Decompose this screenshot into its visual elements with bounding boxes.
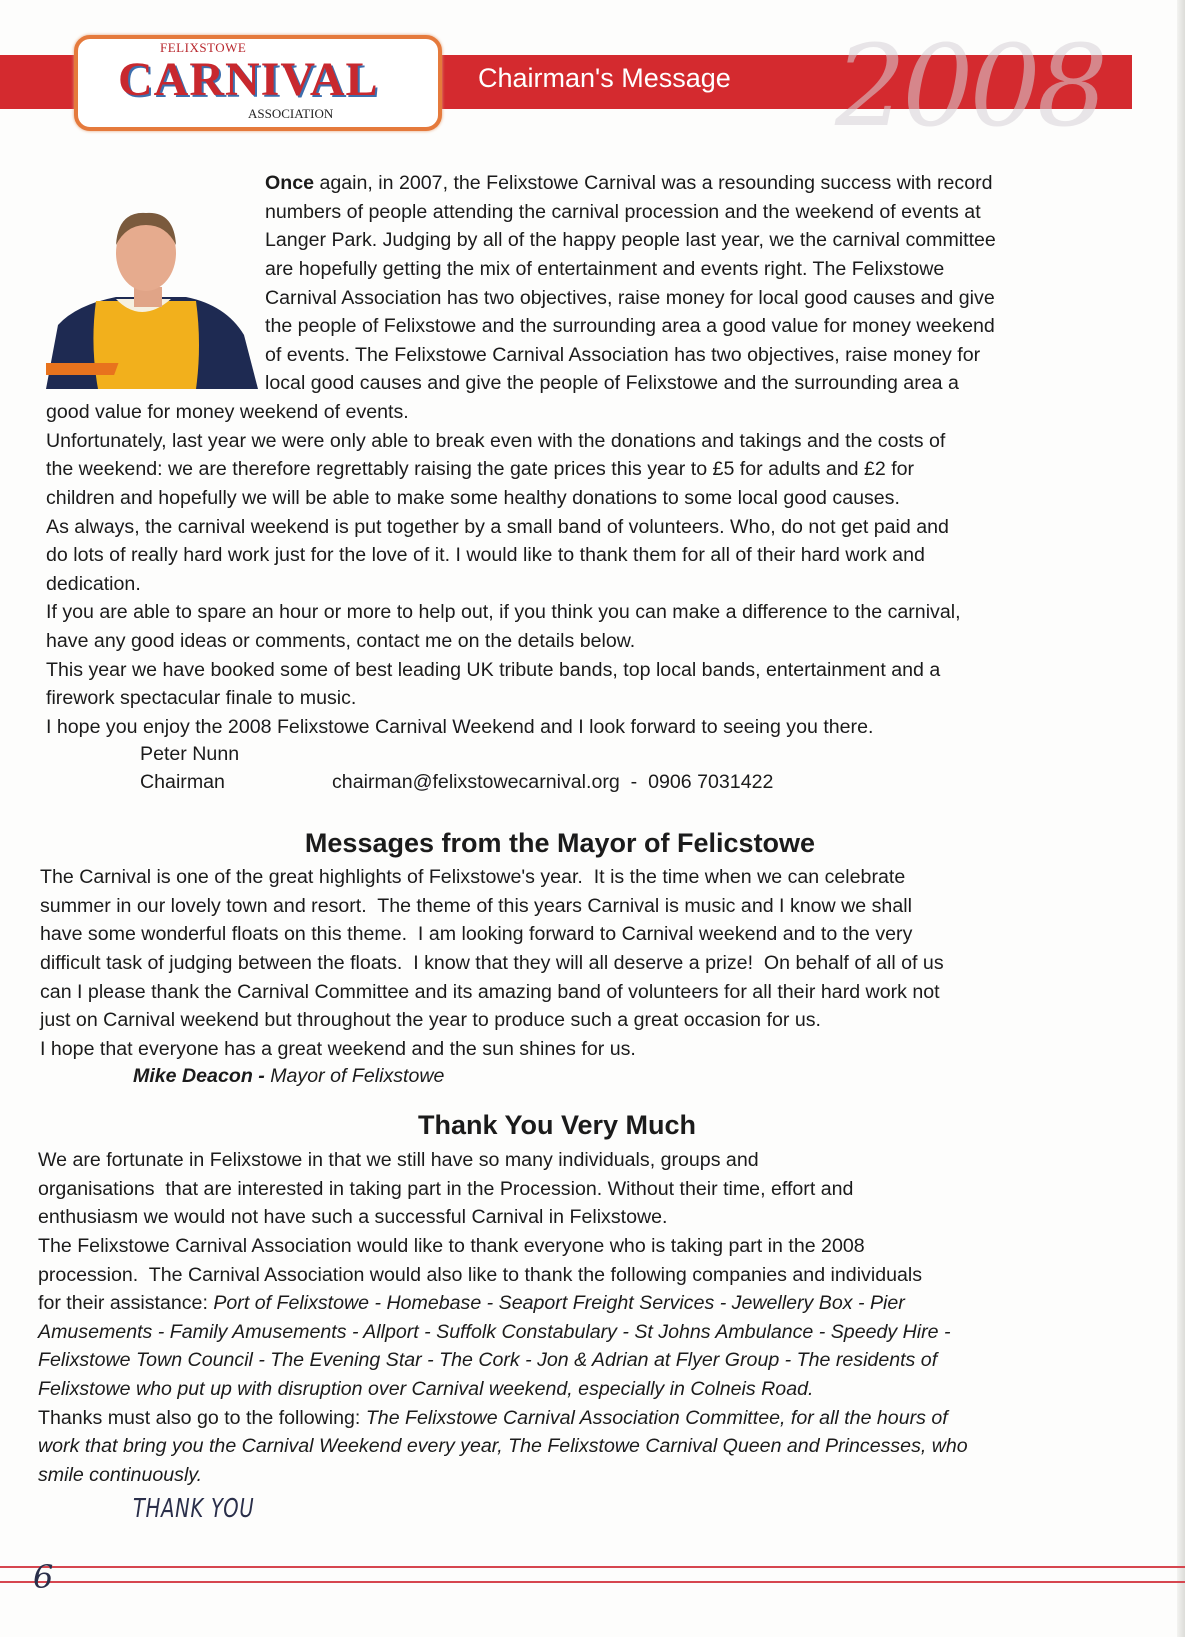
text-line: [265, 200, 981, 224]
mayor-heading: Messages from the Mayor of Felicstowe: [304, 828, 816, 858]
text: for their assistance:: [38, 1292, 214, 1315]
text-line: [265, 228, 996, 252]
text: have some wonderful floats on this theme. I am looking forward to Carnival weekend and to the very: [40, 923, 913, 946]
text-line: [46, 457, 914, 481]
text: We are fortunate in Felixstowe in that we still have so many individuals, groups and: [38, 1149, 759, 1171]
text: children and hopefully we will be able to make some healthy donations to some local good causes.: [46, 486, 900, 509]
page-number: 6: [33, 1558, 54, 1596]
text-line: [38, 1406, 948, 1430]
text-line: [38, 1348, 937, 1372]
text-line: [46, 543, 925, 567]
mayor-name: Mike Deacon -: [133, 1065, 265, 1087]
mayor-signature: [133, 1065, 444, 1088]
text: Unfortunately, last year we were only able to break even with the donations and takings and the costs of: [46, 429, 946, 452]
text-line: [40, 951, 944, 975]
text-line: [38, 1291, 905, 1315]
text: I hope you enjoy the 2008 Felixstowe Carnival Weekend and I look forward to seeing you there.: [46, 715, 874, 738]
text-line: [46, 400, 409, 424]
page-title: Chairman's Message: [478, 63, 731, 93]
text: local good causes and give the people of Felixstowe and the surrounding area a: [265, 372, 959, 395]
text: again, in 2007, the Felixstowe Carnival was a resounding success with record: [314, 172, 993, 194]
text-line: [40, 922, 912, 946]
text: of events. The Felixstowe Carnival Association has two objectives, raise money for: [265, 343, 981, 366]
text-line: [40, 980, 940, 1004]
text-line: [38, 1263, 922, 1287]
text: numbers of people attending the carnival procession and the weekend of events at: [265, 200, 981, 223]
text: the people of Felixstowe and the surrounding area a good value for money weekend: [265, 315, 995, 338]
italic-text: Felixstowe who put up with disruption over Carnival weekend, especially in Colneis Road.: [38, 1378, 814, 1401]
text-line: [46, 629, 635, 653]
text-line: [46, 600, 961, 624]
text-line: [40, 865, 905, 889]
text: As always, the carnival weekend is put together by a small band of volunteers. Who, do not get paid and: [46, 515, 949, 538]
text-line: [46, 515, 949, 539]
text: Langer Park. Judging by all of the happy people last year, we the carnival committee: [265, 229, 996, 252]
text-line: [38, 1148, 759, 1172]
italic-text: smile continuously.: [38, 1464, 203, 1487]
text-line: [46, 572, 141, 596]
chairman-photo: [46, 205, 258, 389]
text-line: [38, 1463, 202, 1487]
text-line: [38, 1434, 968, 1458]
text-line: [46, 429, 945, 453]
text-line: [265, 371, 959, 395]
text: organisations that are interested in taking part in the Procession. Without their time, effort and: [38, 1177, 854, 1200]
page-edge: [1177, 0, 1185, 1637]
text-line: [265, 171, 993, 195]
mayor-title: Mayor of Felixstowe: [264, 1065, 445, 1087]
logo-sub: ASSOCIATION: [248, 106, 334, 121]
text-line: [46, 715, 873, 739]
text: firework spectacular finale to music.: [46, 687, 357, 710]
text-line: [265, 314, 995, 338]
text: This year we have booked some of best leading UK tribute bands, top local bands, entertainment and a: [46, 658, 941, 681]
text-line: [265, 343, 980, 367]
text-line: [38, 1234, 865, 1258]
text: enthusiasm we would not have such a successful Carnival in Felixstowe.: [38, 1206, 668, 1229]
text-line: [38, 1320, 951, 1344]
italic-text: work that bring you the Carnival Weekend every year, The Felixstowe Carnival Queen and Princesses, who: [38, 1435, 968, 1458]
italic-text: The Felixstowe Carnival Association Committee, for all the hours of: [365, 1406, 948, 1429]
logo-top: FELIXSTOWE: [160, 40, 247, 55]
handwritten-thank-you: THANK YOU: [133, 1494, 255, 1524]
chairman-contact: chairman@felixstowecarnival.org - 0906 7031422: [332, 771, 774, 793]
text: the weekend: we are therefore regrettably raising the gate prices this year to £5 for adults and £2 for: [46, 458, 915, 481]
text: good value for money weekend of events.: [46, 401, 409, 424]
text: If you are able to spare an hour or more to help out, if you think you can make a difference to the carnival,: [46, 601, 961, 624]
text-line: [46, 486, 900, 510]
carnival-logo: [74, 35, 442, 131]
text: summer in our lovely town and resort. The theme of this years Carnival is music and I know we shall: [40, 894, 912, 917]
text: Carnival Association has two objectives, raise money for local good causes and give: [265, 286, 995, 309]
text: just on Carnival weekend but throughout the year to produce such a great occasion for us.: [40, 1009, 821, 1032]
text: have any good ideas or comments, contact me on the details below.: [46, 630, 636, 653]
text-line: [38, 1205, 667, 1229]
text: Thanks must also go to the following:: [38, 1406, 366, 1429]
text: dedication.: [46, 572, 141, 595]
italic-text: Amusements - Family Amusements - Allport - Suffolk Constabulary - St Johns Ambulance - Speedy Hire -: [38, 1320, 951, 1343]
text: can I please thank the Carnival Committee and its amazing band of volunteers for all their hard work not: [40, 980, 940, 1003]
text-line: [40, 1037, 636, 1061]
footer-rule-bottom: [0, 1581, 1185, 1583]
footer-rule-top: [0, 1566, 1185, 1568]
text: I hope that everyone has a great weekend and the sun shines for us.: [40, 1038, 636, 1061]
text-line: [40, 1008, 821, 1032]
text: The Carnival is one of the great highlights of Felixstowe's year. It is the time when we can celebrate: [40, 866, 906, 888]
text: procession. The Carnival Association would also like to thank the following companies and individuals: [38, 1263, 923, 1286]
text-line: [38, 1177, 853, 1201]
chairman-role: Chairman: [140, 771, 225, 793]
text: The Felixstowe Carnival Association would like to thank everyone who is taking part in the 2008: [38, 1234, 865, 1257]
header-year: 2008: [835, 22, 1105, 152]
text-line: [46, 686, 356, 710]
text-line: [38, 1377, 813, 1401]
text: are hopefully getting the mix of entertainment and events right. The Felixstowe: [265, 257, 945, 280]
text-line: [265, 257, 944, 281]
text: difficult task of judging between the floats. I know that they will all deserve a prize! On behalf of all of us: [40, 952, 944, 974]
text-line: [46, 658, 940, 682]
logo-main: CARNIVAL: [118, 53, 379, 106]
text-line: [265, 286, 995, 310]
italic-text: Port of Felixstowe - Homebase - Seaport Freight Services - Jewellery Box - Pier: [213, 1292, 905, 1315]
italic-text: Felixstowe Town Council - The Evening Star - The Cork - Jon & Adrian at Flyer Group - The residents of: [38, 1349, 938, 1372]
bold-text: Once: [265, 172, 315, 194]
chairman-name: Peter Nunn: [140, 743, 240, 765]
thanks-heading: Thank You Very Much: [417, 1110, 697, 1140]
text: do lots of really hard work just for the love of it. I would like to thank them for all of their hard work and: [46, 544, 925, 567]
text-line: [40, 894, 912, 918]
